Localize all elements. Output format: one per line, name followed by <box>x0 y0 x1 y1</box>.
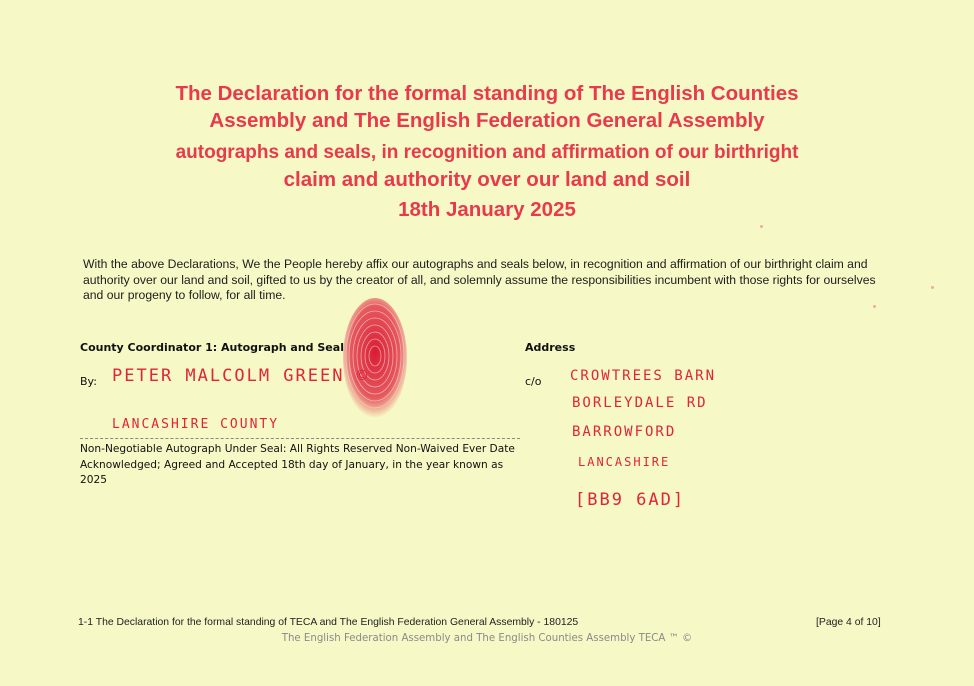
signature-divider <box>80 438 520 439</box>
by-label: By: <box>80 375 97 388</box>
care-of-label: c/o <box>525 375 542 388</box>
ink-speck <box>931 286 934 289</box>
title-date: 18th January 2025 <box>398 198 576 221</box>
address-line-1: CROWTREES BARN <box>570 368 717 384</box>
thumbprint-seal <box>330 286 420 426</box>
title-line-4: claim and authority over our land and soil <box>283 168 691 191</box>
footer-subtitle: The English Federation Assembly and The English Counties Assembly TECA ™ © <box>281 633 693 644</box>
footer-document-line: 1-1 The Declaration for the formal standing of TECA and The English Federation General Assembly - 180125 <box>78 617 579 628</box>
legal-statement: Non-Negotiable Autograph Under Seal: All Rights Reserved Non-Waived Ever Date Acknowledged; Agreed and Accepted 18th day of January, in the year known as 2025 <box>80 443 515 486</box>
handwritten-county: LANCASHIRE COUNTY <box>112 417 280 432</box>
ink-speck <box>873 305 876 308</box>
ink-speck <box>760 225 763 228</box>
title-line-2: Assembly and The English Federation General Assembly <box>209 109 765 132</box>
address-line-4: LANCASHIRE <box>578 455 671 469</box>
address-heading: Address <box>525 341 576 354</box>
declaration-title <box>40 80 934 223</box>
title-line-1: The Declaration for the formal standing of The English Counties <box>175 82 799 105</box>
address-line-2: BORLEYDALE RD <box>572 395 708 411</box>
intro-paragraph: With the above Declarations, We the People hereby affix our autographs and seals below, in recognition and affirmation of our birthright claim and authority over our land and soil, gifted to us by the creator of all, and solemnly assume the responsibilities incumbent with those rights for ourselves and our progeny to follow, for all time. <box>83 257 876 302</box>
title-line-3: autographs and seals, in recognition and affirmation of our birthright <box>175 142 799 163</box>
signature-heading: County Coordinator 1: Autograph and Seal <box>80 341 344 354</box>
handwritten-autograph-name: PETER MALCOLM GREEN © <box>112 366 369 386</box>
footer-page-number: [Page 4 of 10] <box>816 617 881 628</box>
address-line-3: BARROWFORD <box>572 424 677 440</box>
address-postcode: [BB9 6AD] <box>575 490 686 510</box>
